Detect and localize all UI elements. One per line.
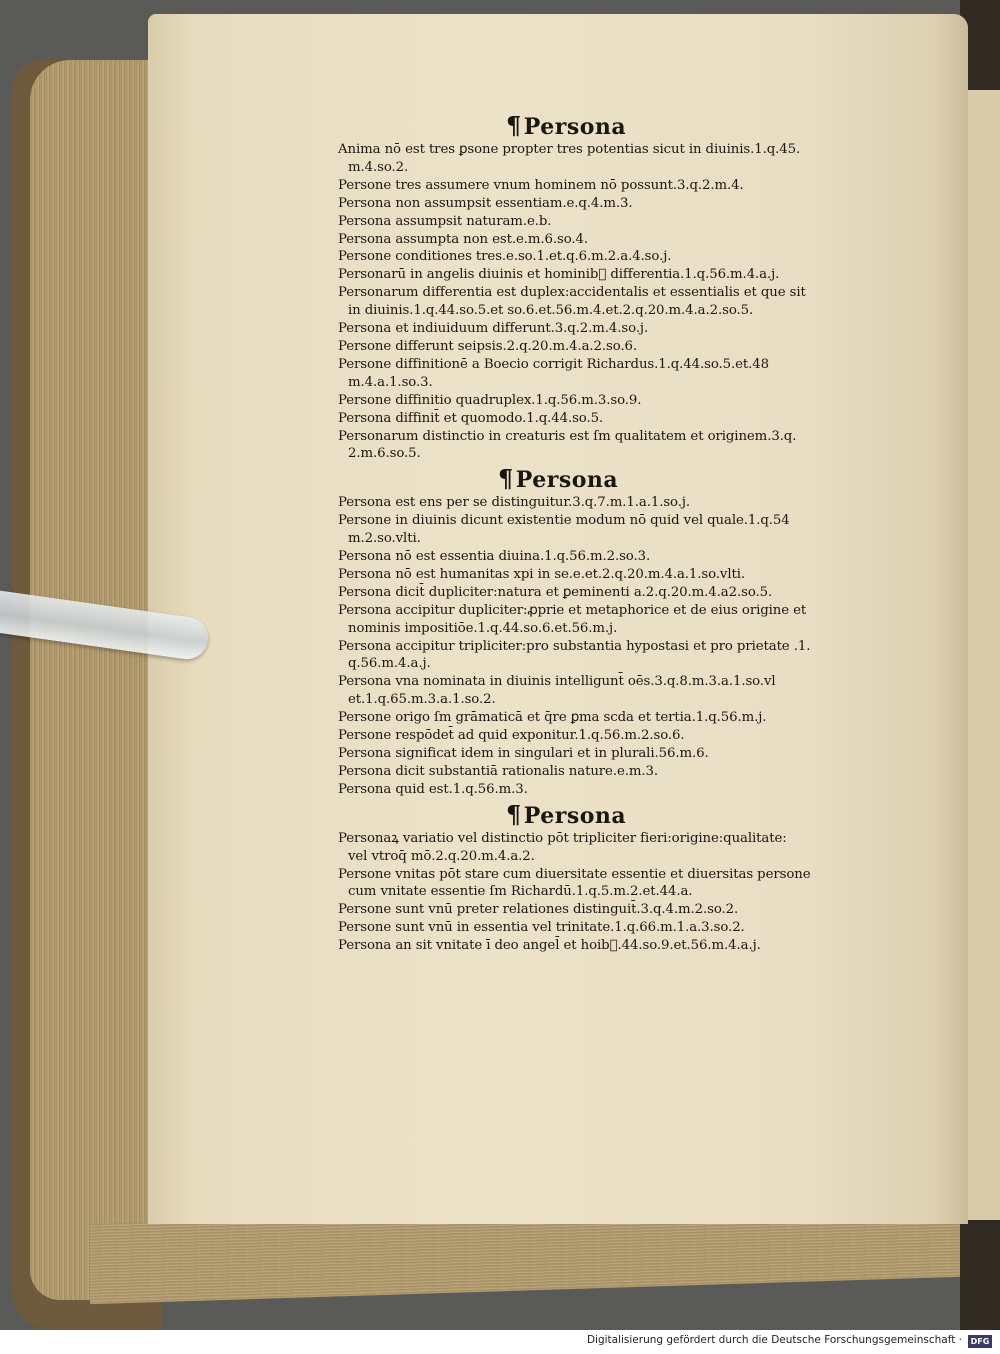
- index-entry: Personaꝝ variatio vel distinctio pōt tripliciter fieri:origine:qualitate:: [338, 830, 787, 846]
- section-entries: [338, 494, 938, 798]
- index-entry: q.56.m.4.a.j.: [348, 656, 431, 672]
- index-entry: Persone respōdet̄ ad quid exponitur.1.q.56.m.2.so.6.: [338, 728, 685, 744]
- index-entry: Persone sunt vnū in essentia vel trinitate.1.q.66.m.1.a.3.so.2.: [338, 920, 745, 936]
- index-entry: Persone tres assumere vnum hominem nō possunt.3.q.2.m.4.: [338, 177, 744, 193]
- dfg-logo: DFG: [968, 1335, 992, 1348]
- index-entry: Anima nō est tres ꝑsone propter tres potentias sicut in diuinis.1.q.45.: [338, 142, 801, 157]
- index-entry: vel vtroq̄ mō.2.q.20.m.4.a.2.: [348, 848, 535, 864]
- index-entry: Persona quid est.1.q.56.m.3.: [338, 781, 528, 797]
- index-entry: nominis impositiōe.1.q.44.so.6.et.56.m.j.: [348, 620, 618, 636]
- index-entry: Persona dicit̄ dupliciter:natura et ꝑeminenti a.2.q.20.m.4.a2.so.5.: [338, 584, 773, 600]
- index-entry: et.1.q.65.m.3.a.1.so.2.: [348, 692, 496, 708]
- index-entry: Persone differunt seipsis.2.q.20.m.4.a.2.so.6.: [338, 338, 638, 354]
- index-entry: Persona vna nominata in diuinis intelligunt̄ oēs.3.q.8.m.3.a.1.so.vl: [338, 674, 776, 690]
- section-heading: ¶Persona: [498, 464, 619, 494]
- digitization-footer: [0, 1330, 1000, 1354]
- index-text: [338, 112, 938, 955]
- section-heading: ¶Persona: [506, 799, 627, 829]
- index-entry: Persona dicit substantiā rationalis nature.e.m.3.: [338, 763, 658, 779]
- index-entry: Persona nō est humanitas xpi in se.e.et.2.q.20.m.4.a.1.so.vlti.: [338, 566, 746, 582]
- index-entry: Persona nō est essentia diuina.1.q.56.m.2.so.3.: [338, 549, 651, 565]
- index-entry: Persone diffinitionē a Boecio corrigit Richardus.1.q.44.so.5.et.48: [338, 356, 770, 372]
- index-entry: Persona an sit vnitate ī deo angel̄ et hoib᷒.44.so.9.et.56.m.4.a.j.: [338, 938, 761, 954]
- index-entry: 2.m.6.so.5.: [348, 446, 421, 462]
- index-entry: Persona significat idem in singulari et in plurali.56.m.6.: [338, 746, 709, 761]
- index-entry: Personarū in angelis diuinis et hominib᷒ differentia.1.q.56.m.4.a.j.: [338, 267, 780, 283]
- index-entry: in diuinis.1.q.44.so.5.et so.6.et.56.m.4.et.2.q.20.m.4.a.2.so.5.: [348, 303, 754, 319]
- index-entry: Persona diffinit̄ et quomodo.1.q.44.so.5.: [338, 410, 604, 426]
- facing-page-edge: [968, 90, 1000, 1220]
- page-weight-strip: [0, 588, 212, 698]
- funding-credit: Digitalisierung gefördert durch die Deutsche Forschungsgemeinschaft ·: [586, 1334, 962, 1346]
- index-entry: Personarum differentia est duplex:accidentalis et essentialis et que sit: [338, 285, 806, 301]
- index-entry: Personarum distinctio in creaturis est ſm qualitatem et originem.3.q.: [338, 428, 797, 444]
- index-entry: Persone origo ſm grāmaticā et q̄re ꝑma scda et tertia.1.q.56.m.j.: [338, 710, 767, 726]
- index-entry: Persona assumpsit naturam.e.b.: [338, 213, 552, 229]
- section-heading: ¶Persona: [506, 111, 627, 140]
- section-entries: [338, 141, 938, 463]
- index-entry: Persone in diuinis dicunt existentie modum nō quid vel quale.1.q.54: [338, 513, 790, 529]
- index-entry: Persona et indiuiduum differunt.3.q.2.m.4.so.j.: [338, 321, 649, 337]
- index-entry: m.2.so.vlti.: [348, 531, 421, 547]
- index-entry: Persona non assumpsit essentiam.e.q.4.m.3.: [338, 195, 633, 211]
- index-entry: Persone conditiones tres.e.so.1.et.q.6.m.2.a.4.so.j.: [338, 249, 672, 265]
- index-entry: cum vnitate essentie ſm Richardū.1.q.5.m.2.et.44.a.: [348, 884, 693, 900]
- index-entry: Persone diffinitio quadruplex.1.q.56.m.3.so.9.: [338, 392, 642, 408]
- index-entry: m.4.a.1.so.3.: [348, 374, 433, 390]
- index-entry: Persone sunt vnū preter relationes distinguit̄.3.q.4.m.2.so.2.: [338, 902, 739, 918]
- index-entry: Persona accipitur tripliciter:pro substantia hypostasi et pro prietate .1.: [338, 638, 811, 654]
- section-entries: [338, 830, 938, 955]
- index-entry: Persone vnitas pōt stare cum diuersitate essentie et diuersitas persone: [338, 866, 811, 882]
- index-entry: Persona assumpta non est.e.m.6.so.4.: [338, 231, 589, 247]
- index-entry: m.4.so.2.: [348, 159, 409, 175]
- index-entry: Persona est ens per se distinguitur.3.q.7.m.1.a.1.so.j.: [338, 495, 691, 511]
- index-entry: Persona accipitur dupliciter:ꝓprie et metaphorice et de eius origine et: [338, 602, 807, 618]
